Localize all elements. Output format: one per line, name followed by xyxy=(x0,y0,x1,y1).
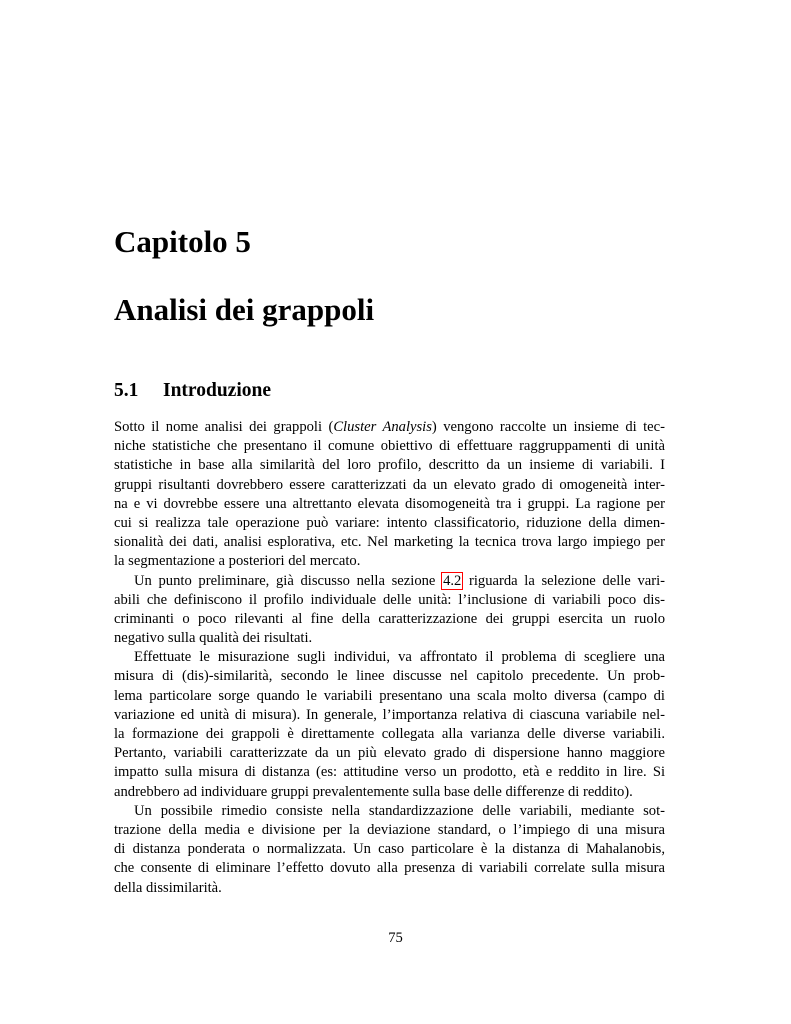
text-line: andrebbero ad individuare gruppi prevalentemente sulla base delle differenze di reddito). xyxy=(114,783,633,800)
text-line: cui si realizza tale operazione può variare: intento classificatorio, riduzione della dimen- xyxy=(114,514,665,531)
text-line: della dissimilarità. xyxy=(114,879,222,896)
text-segment: ) vengono raccolte un insieme di tec- xyxy=(431,419,665,435)
text-line xyxy=(114,572,665,591)
text-segment: riguarda la selezione delle vari- xyxy=(462,572,665,589)
text-line: na e vi dovrebbe essere una altrettanto elevata disomogeneità tra i gruppi. La ragione per xyxy=(114,495,665,512)
text-line: gruppi risultanti dovrebbero essere caratterizzati da un elevato grado di omogeneità inter- xyxy=(114,476,665,493)
paragraph xyxy=(114,572,665,649)
text-line: lema particolare sorge quando le variabili presentano una scala molto diversa (campo di xyxy=(114,687,665,704)
emphasis-text: Cluster Analysis xyxy=(333,419,432,435)
chapter-title: Analisi dei grappoli xyxy=(114,292,375,327)
body-text xyxy=(114,418,665,898)
section-title: Introduzione xyxy=(163,380,271,401)
text-line: misura di (dis)-similarità, secondo le linee discusse nel capitolo precedente. Un prob- xyxy=(114,668,665,685)
text-segment: Sotto il nome analisi dei grappoli ( xyxy=(114,419,334,435)
section-number: 5.1 xyxy=(114,380,139,401)
text-segment: Un punto preliminare, già discusso nella sezione xyxy=(134,572,443,589)
text-line: negativo sulla qualità dei risultati. xyxy=(114,630,313,647)
text-line: variazione ed unità di misura). In generale, l’importanza relativa di ciascuna variabile nel- xyxy=(114,706,665,723)
section-heading xyxy=(114,378,271,404)
paragraph xyxy=(114,648,665,802)
text-line: la segmentazione a posteriori del mercato. xyxy=(114,553,361,570)
text-line xyxy=(114,418,665,437)
text-line: la formazione dei grappoli è direttamente collegata alla varianza delle diverse variabili. xyxy=(114,726,665,742)
text-line: Effettuate le misurazione sugli individui, va affrontato il problema di scegliere una xyxy=(134,649,665,666)
paragraph xyxy=(114,418,665,572)
text-line: sionalità dei dati, analisi esplorativa, etc. Nel marketing la tecnica trova largo impiego per xyxy=(114,534,665,551)
text-line: trazione della media e divisione per la deviazione standard, o l’impiego di una misura xyxy=(114,821,665,838)
page-number: 75 xyxy=(388,930,403,946)
chapter-label: Capitolo 5 xyxy=(114,224,251,259)
text-line: niche statistiche che presentano il comune obiettivo di effettuare raggruppamenti di unità xyxy=(114,438,665,455)
section-reference-link[interactable]: 4.2 xyxy=(443,572,462,589)
text-line: statistiche in base alla similarità del loro profilo, descritto da un insieme di variabili. I xyxy=(114,457,665,474)
text-line: Un possibile rimedio consiste nella standardizzazione delle variabili, mediante sot- xyxy=(134,802,665,819)
text-line: criminanti o poco rilevanti al fine della caratterizzazione dei gruppi esercita un ruolo xyxy=(114,610,665,627)
text-line: impatto sulla misura di distanza (es: attitudine verso un prodotto, età e reddito in lire. Si xyxy=(114,764,665,781)
text-line: Pertanto, variabili caratterizzate da un più elevato grado di dispersione hanno maggiore xyxy=(114,745,665,762)
text-line: di distanza ponderata o normalizzata. Un caso particolare è la distanza di Mahalanobis, xyxy=(114,841,665,858)
text-line: che consente di eliminare l’effetto dovuto alla presenza di variabili correlate sulla misura xyxy=(114,860,665,877)
paragraph xyxy=(114,802,665,898)
text-line: abili che definiscono il profilo individuale delle unità: l’inclusione di variabili poco dis- xyxy=(114,591,665,608)
